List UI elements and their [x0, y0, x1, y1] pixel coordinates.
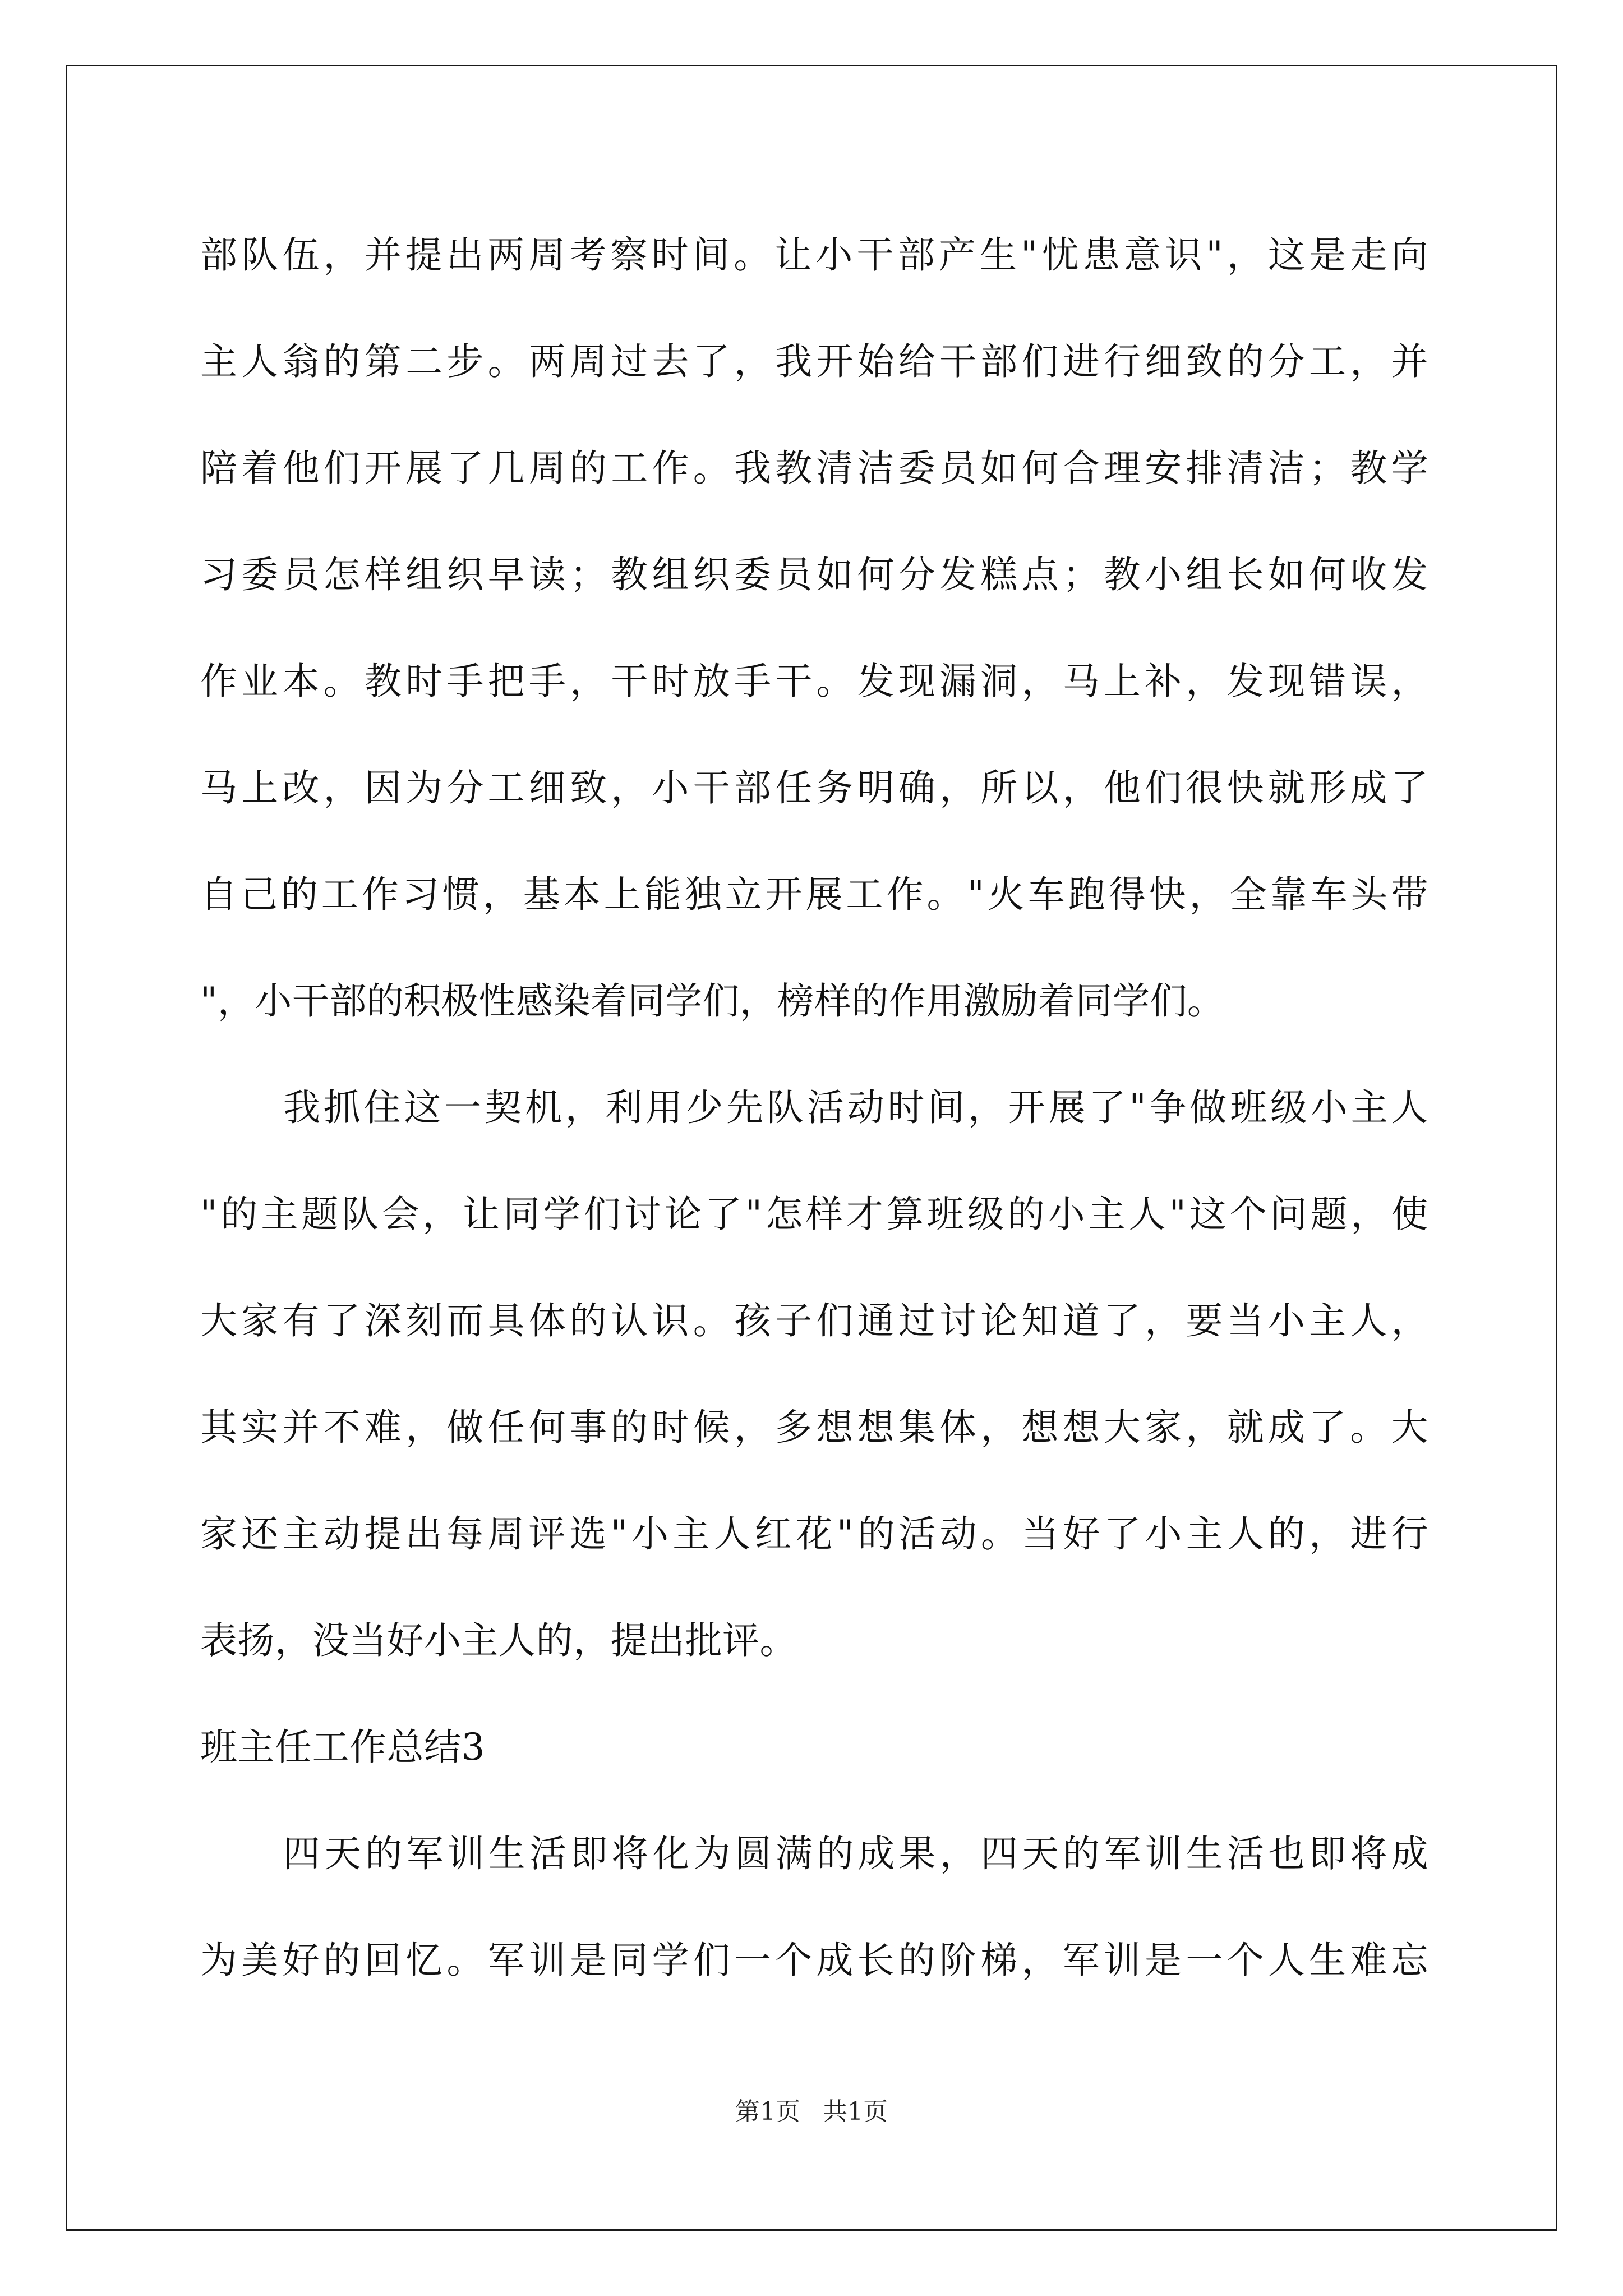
text-line: 大家有了深刻而具体的认识。孩子们通过讨论知道了，要当小主人， [200, 1299, 1428, 1342]
text-line: 马上改，因为分工细致，小干部任务明确，所以，他们很快就形成了 [200, 766, 1428, 809]
text-line: 部队伍，并提出两周考察时间。让小干部产生"忧患意识"，这是走向 [200, 233, 1428, 277]
document-body [200, 202, 1428, 2014]
text-line: 主人翁的第二步。两周过去了，我开始给干部们进行细致的分工，并 [200, 340, 1428, 383]
paragraph-first-line: 我抓住这一契机，利用少先队活动时间，开展了"争做班级小主人 [283, 1086, 1428, 1129]
text-line: "，小干部的积极性感染着同学们，榜样的作用激励着同学们。 [200, 979, 1225, 1023]
text-line: 其实并不难，做任何事的时候，多想想集体，想想大家，就成了。大 [200, 1406, 1428, 1449]
page-footer [0, 2095, 1623, 2129]
section-heading: 班主任工作总结3 [200, 1726, 485, 1769]
page-total: 共1页 [823, 2097, 888, 2126]
text-line: 表扬，没当好小主人的，提出批评。 [200, 1619, 797, 1662]
text-line: 作业本。教时手把手，干时放手干。发现漏洞，马上补，发现错误， [200, 660, 1428, 703]
text-line: 陪着他们开展了几周的工作。我教清洁委员如何合理安排清洁；教学 [200, 447, 1428, 490]
text-line: 习委员怎样组织早读；教组织委员如何分发糕点；教小组长如何收发 [200, 553, 1428, 596]
text-line: 自己的工作习惯，基本上能独立开展工作。"火车跑得快，全靠车头带 [200, 873, 1428, 916]
text-line: 为美好的回忆。军训是同学们一个成长的阶梯，军训是一个人生难忘 [200, 1939, 1428, 1982]
paragraph-first-line: 四天的军训生活即将化为圆满的成果，四天的军训生活也即将成 [283, 1832, 1428, 1875]
page-number: 第1页 [735, 2097, 800, 2126]
text-line: "的主题队会，让同学们讨论了"怎样才算班级的小主人"这个问题，使 [200, 1193, 1428, 1236]
text-line: 家还主动提出每周评选"小主人红花"的活动。当好了小主人的，进行 [200, 1512, 1428, 1556]
